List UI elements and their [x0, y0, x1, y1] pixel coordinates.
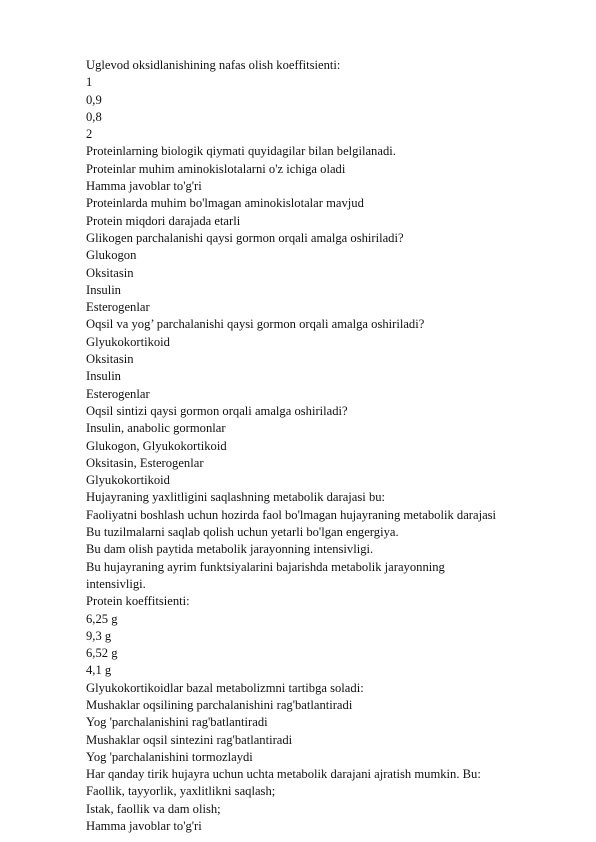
answer-option: Oksitasin, Esterogenlar: [86, 455, 204, 470]
answer-option: Protein miqdori darajada etarli: [86, 213, 241, 228]
question-8: Glyukokortikoidlar bazal metabolizmni tartibga soladi:: [86, 680, 364, 695]
answer-option: Bu dam olish paytida metabolik jarayonning intensivligi.: [86, 542, 374, 557]
answer-option: Faollik, tayyorlik, yaxlitlikni saqlash;: [86, 784, 276, 799]
answer-option: Esterogenlar: [86, 300, 150, 315]
answer-option: 6,52 g: [86, 646, 118, 661]
answer-option: Oksitasin: [86, 352, 134, 367]
answer-option: Yog 'parchalanishini rag'batlantiradi: [86, 715, 268, 730]
question-7: Protein koeffitsienti:: [86, 594, 190, 609]
answer-option: Bu tuzilmalarni saqlab qolish uchun yetarli bo'lgan engergiya.: [86, 525, 399, 540]
answer-option: 1: [86, 75, 93, 90]
answer-option: Esterogenlar: [86, 386, 150, 401]
question-1: Uglevod oksidlanishining nafas olish koeffitsienti:: [86, 58, 341, 72]
answer-option: Glyukokortikoid: [86, 334, 170, 349]
question-9: Har qanday tirik hujayra uchun uchta metabolik darajani ajratish mumkin. Bu:: [86, 767, 481, 782]
answer-option: Oksitasin: [86, 265, 134, 280]
answer-option: Glukogon, Glyukokortikoid: [86, 438, 227, 453]
answer-option: 4,1 g: [86, 663, 112, 678]
answer-option: Glyukokortikoid: [86, 473, 170, 488]
question-6: Hujayraning yaxlitligini saqlashning metabolik darajasi bu:: [86, 490, 386, 505]
answer-option: Insulin, anabolic gormonlar: [86, 421, 226, 436]
question-5: Oqsil sintizi qaysi gormon orqali amalga oshiriladi?: [86, 403, 348, 418]
answer-option: Hamma javoblar to'g'ri: [86, 819, 202, 834]
answer-option: Mushaklar oqsil sintezini rag'batlantiradi: [86, 732, 293, 747]
answer-option: Glukogon: [86, 248, 137, 263]
answer-option: Istak, faollik va dam olish;: [86, 801, 221, 816]
answer-option: Proteinlarda muhim bo'lmagan aminokislotalar mavjud: [86, 196, 364, 211]
answer-option: 0,8: [86, 109, 102, 124]
document-body: [86, 57, 566, 835]
question-4: Oqsil va yog’ parchalanishi qaysi gormon orqali amalga oshiriladi?: [86, 317, 425, 332]
answer-option: 6,25 g: [86, 611, 118, 626]
question-2: Proteinlarning biologik qiymati quyidagilar bilan belgilanadi.: [86, 144, 396, 159]
answer-option: Proteinlar muhim aminokislotalarni o'z ichiga oladi: [86, 161, 346, 176]
answer-option: 0,9: [86, 92, 102, 107]
answer-option: Mushaklar oqsilining parchalanishini rag'batlantiradi: [86, 697, 353, 712]
answer-option: 9,3 g: [86, 628, 112, 643]
answer-option: 2: [86, 127, 93, 142]
answer-option: Hamma javoblar to'g'ri: [86, 179, 202, 194]
answer-option: Bu hujayraning ayrim funktsiyalarini bajarishda metabolik jarayonning intensivligi.: [86, 559, 445, 591]
answer-option: Faoliyatni boshlash uchun hozirda faol bo'lmagan hujayraning metabolik darajasi: [86, 507, 497, 522]
question-3: Glikogen parchalanishi qaysi gormon orqali amalga oshiriladi?: [86, 230, 404, 245]
answer-option: Insulin: [86, 369, 121, 384]
answer-option: Yog 'parchalanishini tormozlaydi: [86, 749, 253, 764]
answer-option: Insulin: [86, 282, 121, 297]
